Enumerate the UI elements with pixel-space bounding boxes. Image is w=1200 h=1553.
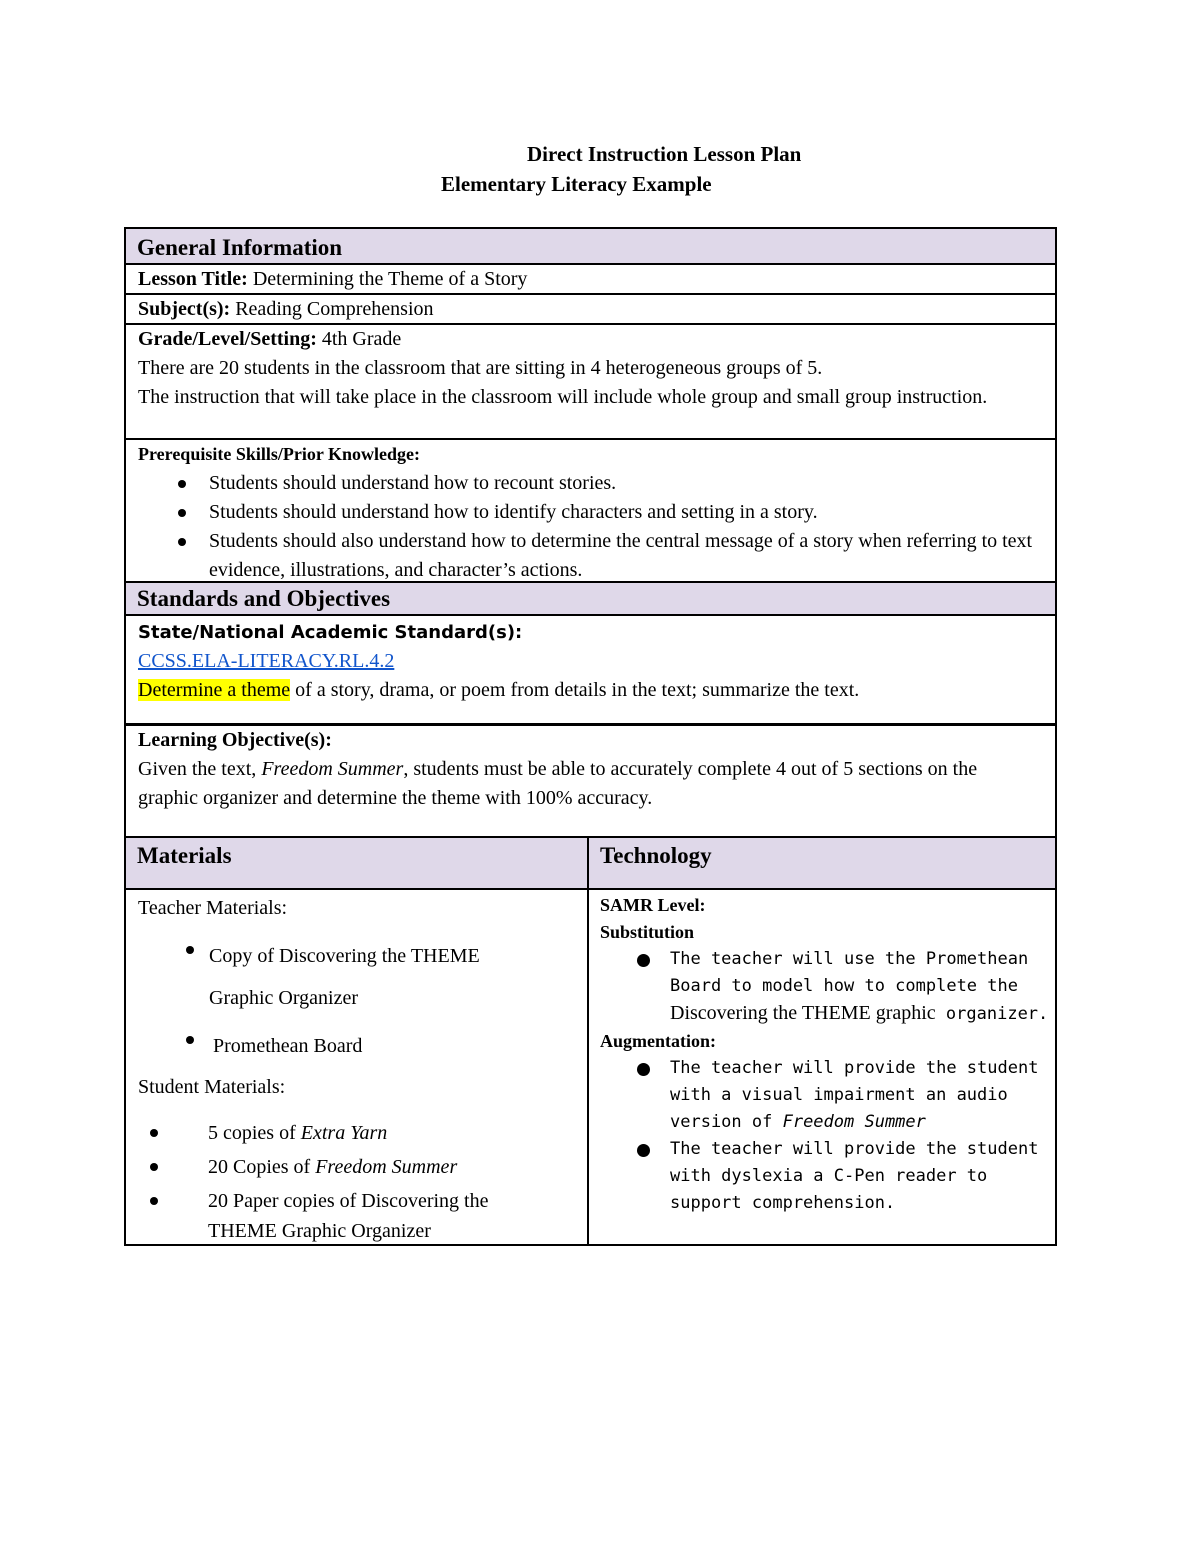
- prereq-item: Students should also understand how to determine the central message of a story when referring to text evidence, illustrations, and character’s actions.: [138, 527, 1035, 585]
- teacher-materials-label: Teacher Materials:: [138, 897, 288, 919]
- materials-header: Materials: [137, 843, 232, 868]
- grade-value: 4th Grade: [321, 328, 402, 350]
- standards-objectives-header: Standards and Objectives: [126, 583, 1055, 615]
- grade-setting-row: [126, 325, 1055, 437]
- lesson-title-value: Determining the Theme of a Story: [252, 268, 528, 290]
- student-material-item: 20 Paper copies of Discovering the THEME Graphic Organizer: [138, 1186, 578, 1246]
- standard-description: of a story, drama, or poem from details in the text; summarize the text.: [290, 679, 860, 701]
- general-information-header: General Information: [126, 229, 1055, 263]
- objective-pre: Given the text,: [138, 758, 262, 780]
- augmentation-item: The teacher will provide the student with a visual impairment an audio version of Freedom Summer: [600, 1055, 1050, 1136]
- augmentation-label: Augmentation:: [600, 1031, 716, 1051]
- prereq-item: Students should understand how to recount stories.: [138, 469, 1035, 498]
- standard-highlight: Determine a theme: [138, 679, 291, 701]
- augmentation-item: The teacher will provide the student with dyslexia a C-Pen reader to support comprehension.: [600, 1136, 1050, 1217]
- substitution-label: Substitution: [600, 922, 695, 942]
- prerequisite-label: Prerequisite Skills/Prior Knowledge:: [138, 444, 420, 464]
- objective-post: , students must be able to accurately complete 4 out of 5 sections on the graphic organizer and determine the theme with 100% accuracy.: [138, 758, 978, 809]
- teacher-material-item: Promethean Board: [138, 1025, 578, 1067]
- materials-cell: [138, 890, 578, 1246]
- subjects-value: Reading Comprehension: [235, 298, 434, 320]
- samr-label: SAMR Level:: [600, 895, 706, 915]
- lesson-title-label: Lesson Title:: [138, 268, 248, 290]
- setting-line-1: There are 20 students in the classroom that are sitting in 4 heterogeneous groups of 5.: [138, 357, 823, 379]
- student-material-item: 5 copies of Extra Yarn: [138, 1118, 578, 1148]
- subjects-label: Subject(s):: [138, 298, 231, 320]
- objectives-row: [126, 726, 1055, 836]
- lesson-title-row: [126, 265, 1055, 293]
- standards-row: [126, 618, 1055, 723]
- technology-header: Technology: [600, 843, 712, 868]
- teacher-material-item: Copy of Discovering the THEME Graphic Organizer: [138, 935, 578, 1019]
- technology-cell: [600, 892, 1050, 1217]
- prerequisite-row: [126, 440, 1055, 582]
- standard-label: State/National Academic Standard(s):: [138, 622, 523, 643]
- objective-book-title: Freedom Summer: [261, 758, 404, 780]
- student-materials-label: Student Materials:: [138, 1076, 286, 1098]
- setting-line-2: The instruction that will take place in the classroom will include whole group and small group instruction.: [138, 386, 988, 408]
- student-material-item: 20 Copies of Freedom Summer: [138, 1152, 578, 1182]
- standard-link[interactable]: CCSS.ELA-LITERACY.RL.4.2: [138, 650, 395, 672]
- document-subtitle: Elementary Literacy Example: [441, 172, 712, 196]
- lesson-plan-table: [124, 227, 1057, 1246]
- objective-label: Learning Objective(s):: [138, 729, 332, 751]
- prereq-item: Students should understand how to identify characters and setting in a story.: [138, 498, 1035, 527]
- substitution-item: The teacher will use the Promethean Board to model how to complete the Discovering the THEME graphic organizer.: [600, 946, 1050, 1028]
- materials-technology-header-band: [126, 838, 1055, 888]
- document-title: Direct Instruction Lesson Plan: [527, 142, 802, 166]
- subjects-row: [126, 295, 1055, 323]
- grade-label: Grade/Level/Setting:: [138, 328, 317, 350]
